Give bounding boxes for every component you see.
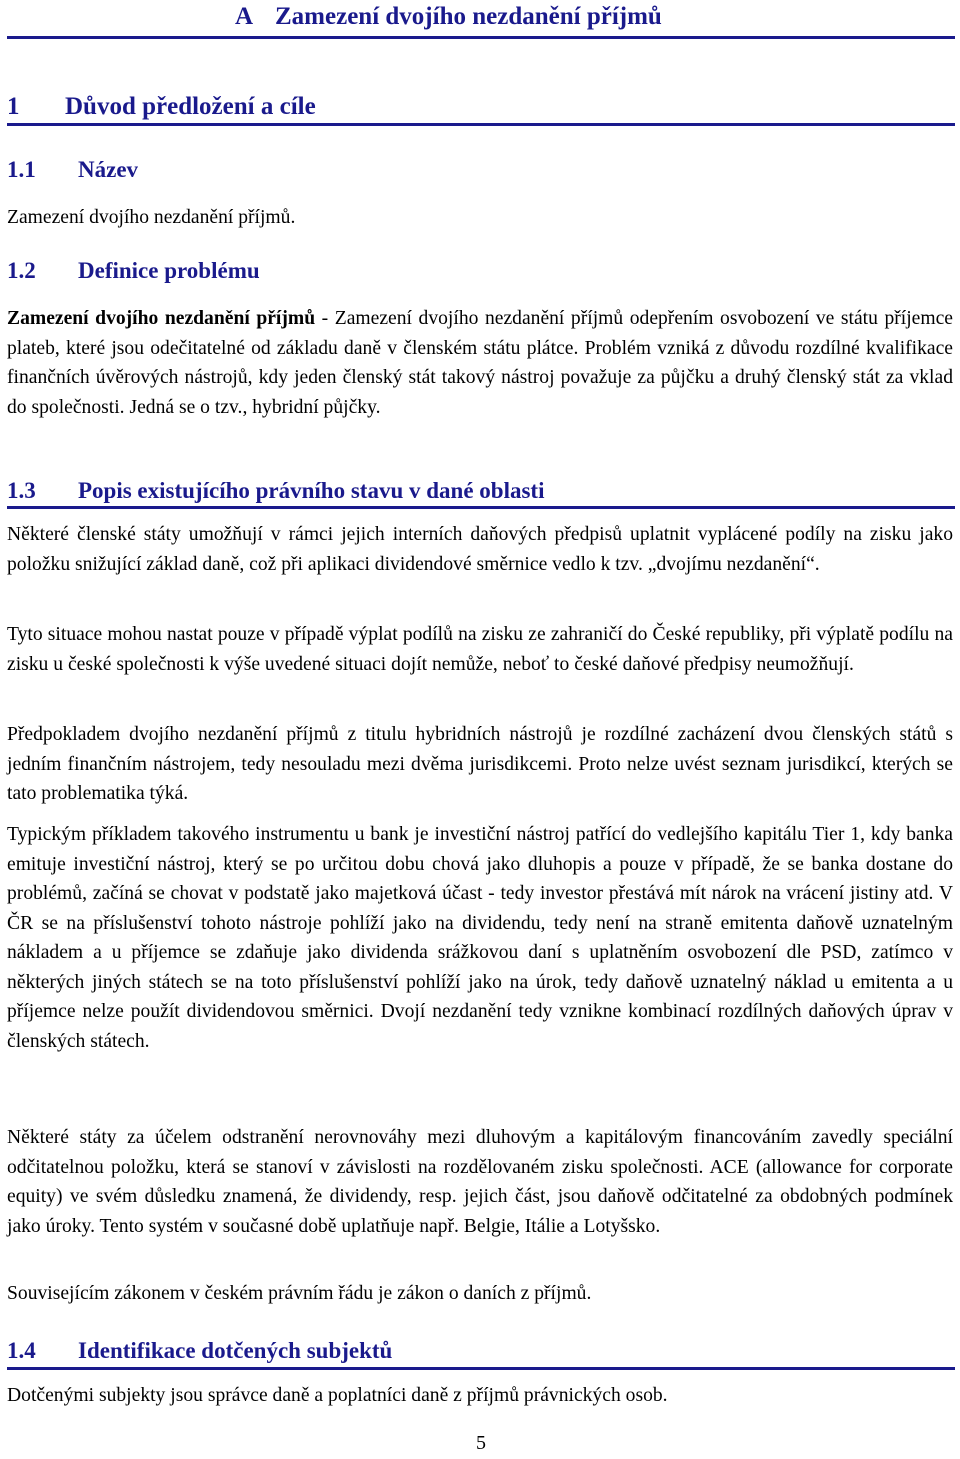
page-number: 5 (476, 1432, 486, 1454)
section-1-3-paragraph-6: Souvisejícím zákonem v českém právním řádu je zákon o daních z příjmů. (7, 1283, 592, 1304)
section-1-2-text: - Zamezení dvojího nezdanění příjmů odepřením osvobození ve státu příjemce plateb, které jsou odečitatelné od základu daně v členském státu plátce. Problém vzniká z důvodu rozdílné kvalifikace finančních úvěrových nástrojů, kdy jeden členský stát takový nástroj považuje za půjčku a druhý členský stát za vklad do společnosti. Jedná se o tzv., hybridní půjčky. (7, 308, 953, 418)
section-1-3-paragraph-3: Předpokladem dvojího nezdanění příjmů z titulu hybridních nástrojů je rozdílné zacházení dvou členských států s jedním finančním nástrojem, tedy nesouladu mezi dvěma jurisdikcemi. Proto nelze uvést seznam jurisdikcí, kterých se tato problematika týká. (7, 724, 953, 804)
section-1-title: Důvod předložení a cíle (65, 93, 316, 120)
part-heading-letter: A (235, 3, 254, 30)
section-1-number: 1 (7, 93, 20, 120)
section-1-4-text: Dotčenými subjekty jsou správce daně a poplatníci daně z příjmů právnických osob. (7, 1385, 668, 1406)
section-1-2-lead: Zamezení dvojího nezdanění příjmů (7, 308, 316, 329)
section-1-3-number: 1.3 (7, 478, 36, 503)
section-1-1-number: 1.1 (7, 157, 36, 182)
section-1-2-paragraph (7, 304, 953, 422)
section-1-3-rule (7, 506, 955, 509)
section-1-3-paragraph-5: Některé státy za účelem odstranění nerovnováhy mezi dluhovým a kapitálovým financováním zavedly speciální odčitatelnou položku, která se stanoví v závislosti na rozdělovaném zisku společnosti. ACE (allowance for corporate equity) ve svém důsledku znamená, že dividendy, resp. jejich část, jsou daňově odčitatelné za obdobných podmínek jako úroky. Tento systém v současné době uplatňuje např. Belgie, Itálie a Lotyšsko. (7, 1127, 953, 1237)
section-1-2-number: 1.2 (7, 258, 36, 283)
section-1-3-title: Popis existujícího právního stavu v dané oblasti (78, 478, 545, 503)
section-1-3-paragraph-1: Některé členské státy umožňují v rámci jejich interních daňových předpisů uplatnit vyplácené podíly na zisku jako položku snižující základ daně, což při aplikaci dividendové směrnice vedlo k tzv. „dvojímu nezdanění“. (7, 524, 953, 575)
section-1-2-title: Definice problému (78, 258, 260, 283)
section-1-3-paragraph-2: Tyto situace mohou nastat pouze v případě výplat podílů na zisku ze zahraničí do České republiky, při výplatě podílu na zisku u české společnosti k výše uvedené situaci dojít nemůže, neboť to české daňové předpisy neumožňují. (7, 624, 953, 675)
section-1-4-number: 1.4 (7, 1338, 36, 1363)
section-1-4-rule (7, 1367, 955, 1370)
section-1-1-title: Název (78, 157, 139, 182)
part-heading (7, 0, 955, 30)
part-heading-title: Zamezení dvojího nezdanění příjmů (275, 3, 662, 30)
section-1-1-text: Zamezení dvojího nezdanění příjmů. (7, 207, 296, 228)
section-1-3-paragraph-4: Typickým příkladem takového instrumentu u bank je investiční nástroj patřící do vedlejšího kapitálu Tier 1, kdy banka emituje investiční nástroj, který se po určitou dobu chová jako dluhopis a pouze v případě, že se banka dostane do problémů, začíná se chovat v podstatě jako majetková účast - tedy investor přestává mít nárok na vrácení jistiny atd. V ČR se na příslušenství tohoto nástroje pohlíží jako na dividendu, tedy není na straně emitenta daňově uznatelným nákladem a u příjemce se zdaňuje jako dividenda srážkovou daní s uplatněním osvobození dle PSD, zatímco v některých jiných státech se na toto příslušenství pohlíží jako na úrok, tedy daňově uznatelný náklad u emitenta a u příjemce nelze použít dividendovou směrnici. Dvojí nezdanění tedy vznikne kombinací rozdílných daňových úprav v členských státech. (7, 824, 953, 1052)
section-1-rule (7, 123, 955, 126)
section-1-4-title: Identifikace dotčených subjektů (78, 1338, 393, 1363)
part-heading-rule (7, 36, 955, 39)
